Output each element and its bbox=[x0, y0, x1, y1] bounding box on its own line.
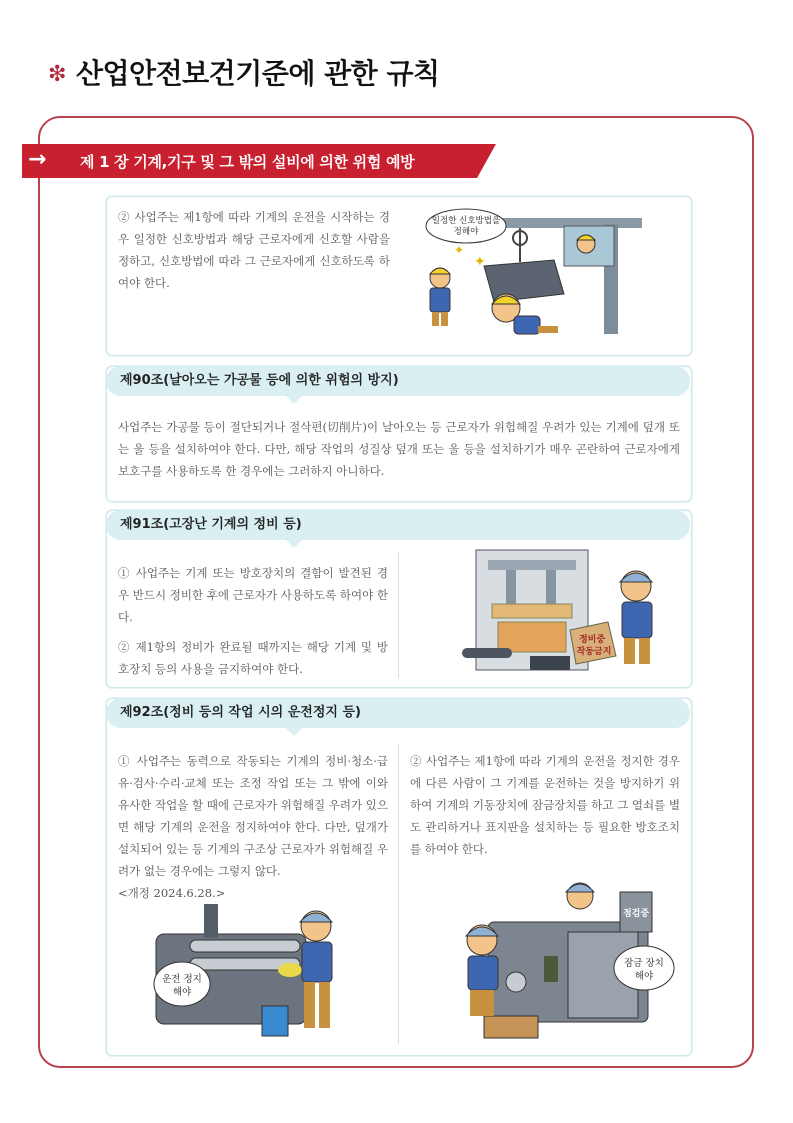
art90-text: 사업주는 가공물 등이 절단되거나 절삭편(切削片)이 날아오는 등 근로자가 위험해질 우려가 있는 기계에 덮개 또는 울 등을 설치하여야 한다. 다만, 해당 작업의 성질상 덮개 또는 울 등을 설치하기가 매우 곤란하여 근로자에게 보호구를 사용하도록 한 경우에는 그러하지 아니하다. bbox=[118, 420, 680, 478]
press-piston bbox=[546, 570, 556, 604]
machine-column bbox=[204, 904, 218, 938]
press-piston bbox=[506, 570, 516, 604]
art91-p2: ② 제1항의 정비가 완료될 때까지는 해당 기계 및 방호장치 등의 사용을 금지하여야 한다. bbox=[118, 640, 388, 676]
chapter-label: 제 1 장 기계,기구 및 그 밖의 설비에 의한 위험 예방 bbox=[80, 153, 415, 171]
worker-body bbox=[622, 602, 652, 638]
intro-text: ② 사업주는 제1항에 따라 기계의 운전을 시작하는 경우 일정한 신호방법과 해당 근로자에게 신호할 사람을 정하고, 신호방법에 따라 그 근로자에게 신호하도록 하여야 한다. bbox=[118, 210, 390, 290]
signaller-leg bbox=[441, 312, 448, 326]
toolbox bbox=[484, 1016, 538, 1038]
worker-body bbox=[514, 316, 540, 334]
worker-body bbox=[468, 956, 498, 990]
page-title bbox=[48, 52, 440, 92]
control-switch bbox=[544, 956, 558, 982]
signal-illustration bbox=[414, 204, 644, 350]
worker-leg bbox=[624, 638, 635, 664]
bubble-line-2: 해야 bbox=[172, 987, 192, 998]
art92-p2: ② 사업주는 제1항에 따라 기계의 운전을 정지한 경우에 다른 사람이 그 기계를 운전하는 것을 방지하기 위하여 기계의 기동장치에 잠금장치를 하고 그 열쇠를 별도 관리하거나 표지판을 설치하는 등 필요한 방호조치를 하여야 한다. bbox=[410, 754, 680, 856]
art91-heading: 제91조(고장난 기계의 정비 등) bbox=[106, 510, 690, 540]
chapter-banner bbox=[22, 144, 496, 178]
art92-p1: ① 사업주는 동력으로 작동되는 기계의 정비·청소·급유·검사·수리·교체 또는 조정 작업 또는 그 밖에 이와 유사한 작업을 할 때에 근로자가 위험해질 우려가 있으면 해당 기계의 운전을 정지하여야 한다. 다만, 덮개가 설치되어 있는 등 기계의 구조상 근로자가 위험해질 우려가 없는 경우에는 그렇지 않다. bbox=[118, 754, 388, 878]
bubble-line-1: 운전 정지 bbox=[162, 974, 202, 985]
page-title-text: 산업안전보건기준에 관한 규칙 bbox=[75, 57, 440, 90]
bubble-line-1: 일정한 신호방법을 bbox=[431, 216, 501, 226]
worker-cap-icon bbox=[620, 573, 652, 582]
inspection-sign-label: 점검중 bbox=[622, 909, 650, 919]
arrow-right-icon: → bbox=[28, 147, 47, 172]
signaller-helmet-icon bbox=[430, 268, 450, 274]
lock-dial-icon bbox=[506, 972, 526, 992]
bubble-line-2: 정해야 bbox=[453, 227, 479, 237]
bubble-line-2: 해야 bbox=[634, 971, 654, 982]
press-base bbox=[498, 622, 566, 652]
worker-leg bbox=[470, 990, 494, 1016]
bucket bbox=[262, 1006, 288, 1036]
art91-divider bbox=[398, 552, 399, 678]
signaller-body bbox=[430, 288, 450, 312]
worker-body bbox=[302, 942, 332, 982]
worker-leg bbox=[639, 638, 650, 664]
worker-leg bbox=[319, 982, 330, 1028]
press-head bbox=[488, 560, 576, 570]
sign-line-2: 작동금지 bbox=[576, 647, 612, 657]
lock-machine-illustration bbox=[448, 876, 678, 1046]
sign-line-1: 정비중 bbox=[578, 635, 606, 645]
worker-leg bbox=[304, 982, 315, 1028]
worker-cap-icon bbox=[300, 913, 332, 922]
repair-illustration bbox=[452, 546, 672, 678]
toolbox bbox=[530, 656, 570, 670]
stop-machine-illustration bbox=[150, 898, 380, 1044]
press-table bbox=[492, 604, 572, 618]
alert-star-icon: ✦ bbox=[474, 254, 486, 270]
art90-heading: 제90조(날아오는 가공물 등에 의한 위험의 방지) bbox=[106, 366, 690, 396]
speech-bubble bbox=[426, 209, 506, 243]
tool-pipe bbox=[462, 648, 512, 658]
worker-leg bbox=[538, 326, 558, 333]
art92-p1-note: <개정 2024.6.28.> bbox=[118, 886, 226, 900]
cleaning-rag bbox=[278, 963, 302, 977]
art92-heading: 제92조(정비 등의 작업 시의 운전정지 등) bbox=[106, 698, 690, 728]
signaller-leg bbox=[432, 312, 439, 326]
art92-divider bbox=[398, 744, 399, 1044]
title-mark-icon: ❇ bbox=[48, 62, 66, 87]
art92-left-column bbox=[118, 750, 388, 904]
suspended-load bbox=[484, 260, 564, 302]
bubble-line-1: 잠금 장치 bbox=[624, 958, 664, 969]
supervisor-cap-icon bbox=[566, 884, 594, 892]
alert-star-icon: ✦ bbox=[454, 243, 465, 257]
art91-p1: ① 사업주는 기계 또는 방호장치의 결함이 발견된 경우 반드시 정비한 후에 근로자가 사용하도록 하여야 한다. bbox=[118, 566, 388, 624]
roller bbox=[190, 940, 300, 952]
